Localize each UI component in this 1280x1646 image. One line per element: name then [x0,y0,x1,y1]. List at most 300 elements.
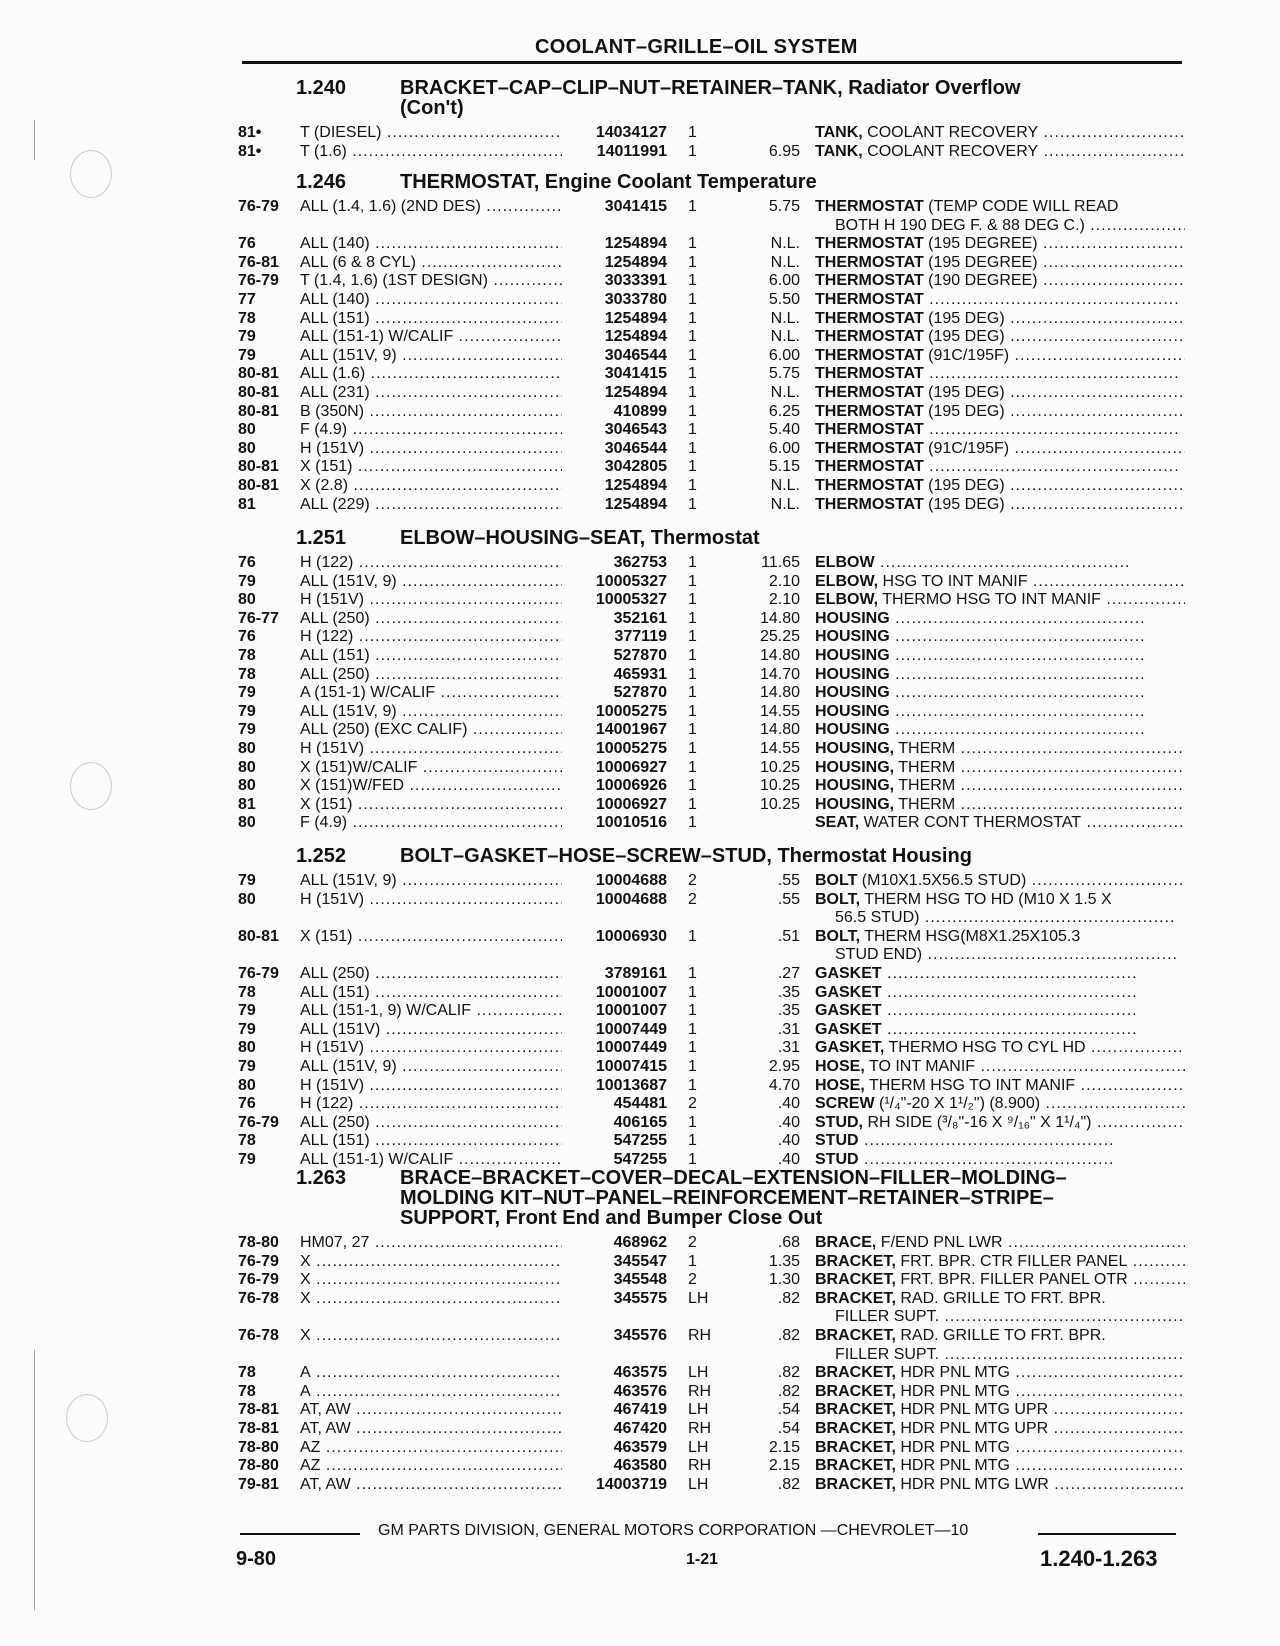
row-description-keyword: THERMOSTAT [815,346,924,364]
catalog-row [0,271,1280,290]
row-quantity: 1 [688,346,697,364]
row-price: .54 [777,1420,800,1437]
row-price: N.L. [770,309,800,327]
row-price: 4.70 [768,1076,800,1094]
catalog-row [0,572,1280,591]
row-part-number: 467419 [613,1401,667,1419]
row-model: ALL (250) (EXC CALIF) ..... [300,720,562,739]
catalog-row [0,123,1280,142]
row-part-number: 10001007 [595,983,667,1001]
row-quantity: 1 [688,291,697,308]
row-part-number: 377119 [614,628,667,646]
catalog-row [0,1057,1280,1076]
row-model: X ..... [300,1252,562,1271]
row-quantity: 1 [688,365,697,383]
row-description-keyword: GASKET [815,965,882,982]
row-description-keyword: GASKET [815,1002,882,1020]
row-description: THERMOSTAT (195 DEG) ..... [815,495,1185,514]
row-model: ALL (250) ..... [300,609,562,628]
row-description: SCREW (¹/₄"-20 X 1¹/₂") (8.900) ..... [815,1094,1185,1113]
row-description [815,1001,1185,1020]
row-description: BOLT (M10X1.5X56.5 STUD) ..... [815,871,1185,890]
row-quantity: LH [688,1475,709,1493]
row-price: 2.15 [768,1438,800,1456]
row-model: ALL (151) ..... [300,1131,562,1150]
row-description: HOUSING, THERM ..... [815,739,1185,758]
row-quantity: 1 [688,328,697,346]
row-model: ALL (151-1) W/CALIF ..... [300,1150,562,1169]
row-model: AZ ..... [300,1438,562,1457]
row-description-keyword: BRACKET, [815,1438,896,1456]
row-part-number: 547255 [613,1132,667,1150]
footer-rule-right [1038,1533,1176,1535]
row-year: 76-78 [238,1289,279,1307]
row-year: 79-81 [238,1475,279,1493]
row-year: 80 [238,1076,256,1094]
catalog-row [0,553,1280,572]
row-quantity: 1 [688,495,697,513]
catalog-row [0,1131,1280,1150]
row-model: T (DIESEL) ..... [300,123,562,142]
row-part-number: 3041415 [604,198,667,215]
row-model: ALL (151-1) W/CALIF ..... [300,327,562,346]
row-description-keyword: BRACKET, [815,1475,896,1493]
row-description-keyword: BOLT, [815,927,861,945]
row-price: .27 [777,965,800,982]
row-part-number: 10006927 [595,758,667,776]
row-description [815,646,1185,665]
row-year: 80 [238,591,256,609]
top-rule [242,61,1182,64]
row-description-keyword: GASKET, [815,1039,885,1057]
row-part-number: 1254894 [604,477,667,494]
row-model: X (2.8) ..... [300,476,562,495]
row-quantity: 1 [688,458,697,476]
row-description-keyword: GASKET [815,983,882,1001]
row-model: X (151) ..... [300,927,562,946]
row-description [815,983,1185,1002]
row-quantity: 1 [688,1002,697,1020]
row-year: 76-79 [238,272,279,290]
row-year: 76 [238,1095,256,1113]
catalog-row [0,890,1280,909]
row-price: .55 [777,890,800,908]
row-price: 5.50 [768,291,800,308]
row-model: ALL (250) ..... [300,964,562,983]
row-description-continuation: STUD END) ..... [835,945,1185,964]
row-model: H (151V) ..... [300,439,562,458]
row-year: 76 [238,628,256,646]
row-description: TANK, COOLANT RECOVERY ..... [815,142,1185,161]
row-quantity: 1 [688,309,697,327]
row-description-keyword: HOUSING, [815,758,895,776]
row-description [815,720,1185,739]
row-quantity: 1 [688,965,697,982]
row-part-number: 10006930 [595,927,667,945]
row-year: 79 [238,1058,256,1075]
margin-line [34,120,35,160]
row-year: 80-81 [238,402,279,420]
row-price: 6.95 [768,142,800,160]
row-description: BOLT, THERM HSG(M8X1.25X105.3 [815,927,1081,945]
row-year: 79 [238,872,256,889]
row-description-keyword: STUD [815,1151,859,1168]
row-price: 1.30 [768,1271,800,1289]
footer-page-number: 1-21 [686,1551,719,1568]
row-description [815,364,1185,383]
row-quantity: 1 [688,1113,697,1131]
row-description: THERMOSTAT (195 DEGREE) ..... [815,234,1185,253]
catalog-row [0,346,1280,365]
row-part-number: 468962 [613,1234,667,1251]
catalog-row [0,1363,1280,1382]
row-year: 76-81 [238,253,279,271]
row-description-keyword: BRACKET, [815,1457,896,1475]
row-price: 14.80 [759,609,800,627]
catalog-row [0,1438,1280,1457]
catalog-row [0,609,1280,628]
catalog-row [0,327,1280,346]
row-description-keyword: TANK, [815,142,863,160]
row-quantity: 1 [688,1020,697,1038]
row-description-keyword: THERMOSTAT [815,309,924,327]
row-description: THERMOSTAT (91C/195F) ..... [815,346,1185,365]
row-description-keyword: HOUSING [815,702,890,720]
row-price: N.L. [770,328,800,346]
row-quantity: LH [688,1364,709,1382]
row-model: ALL (151V) ..... [300,1020,562,1039]
row-description: THERMOSTAT (91C/195F) ..... [815,439,1185,458]
row-part-number: 352161 [613,609,667,627]
row-price: 2.95 [768,1058,800,1075]
catalog-row [0,813,1280,832]
row-quantity: 2 [688,890,697,908]
row-year: 76-79 [238,198,279,215]
row-price: .82 [777,1327,800,1344]
row-description: HOUSING, THERM ..... [815,758,1185,777]
row-description-keyword: BOLT, [815,890,861,908]
row-model: H (151V) ..... [300,739,562,758]
row-year: 81• [238,124,262,141]
row-model: A ..... [300,1382,562,1401]
row-model: H (151V) ..... [300,890,562,909]
row-part-number: 3046543 [604,421,667,439]
row-model: ALL (250) ..... [300,665,562,684]
row-description: BRACKET, HDR PNL MTG ..... [815,1363,1185,1382]
section-title: THERMOSTAT, Engine Coolant Temperature [400,171,817,193]
catalog-row [0,927,1280,946]
row-quantity: 1 [688,272,697,290]
row-description-keyword: HOUSING, [815,740,895,757]
row-model: AZ ..... [300,1456,562,1475]
catalog-row [0,457,1280,476]
row-description [815,702,1185,721]
row-description-keyword: BRACKET, [815,1327,896,1344]
row-description: STUD, RH SIDE (³/₈"-16 X ⁹/₁₆" X 1¹/₄") ..... [815,1113,1185,1132]
row-quantity: 1 [688,777,697,795]
row-quantity: 1 [688,235,697,253]
section-number: 1.251 [296,527,347,549]
row-quantity: RH [688,1382,712,1400]
row-description: ELBOW, HSG TO INT MANIF ..... [815,572,1185,591]
row-description [815,1131,1185,1150]
row-description: HOSE, THERM HSG TO INT MANIF ..... [815,1076,1185,1095]
row-part-number: 10004688 [595,872,667,889]
catalog-row [0,665,1280,684]
row-description [815,290,1185,309]
row-year: 76 [238,554,256,571]
row-year: 79 [238,346,256,364]
catalog-row [0,758,1280,777]
row-quantity: 1 [688,721,697,739]
row-quantity: 1 [688,142,697,160]
catalog-row [0,1289,1280,1308]
row-part-number: 10010516 [595,814,667,832]
catalog-row [0,1076,1280,1095]
row-part-number: 10006926 [595,777,667,795]
row-part-number: 410899 [613,402,667,420]
row-year: 79 [238,702,256,720]
row-part-number: 10005275 [595,740,667,757]
row-model: ALL (151) ..... [300,646,562,665]
row-description-keyword: BRACKET, [815,1289,896,1307]
row-description-keyword: BRACKET, [815,1382,896,1400]
row-model: H (122) ..... [300,553,562,572]
row-year: 78 [238,983,256,1001]
row-quantity: 1 [688,253,697,271]
row-quantity: 1 [688,647,697,664]
catalog-row [0,702,1280,721]
row-description-keyword: THERMOSTAT [815,421,924,439]
row-year: 78-81 [238,1401,279,1419]
row-part-number: 1254894 [604,235,667,253]
row-model: ALL (151V, 9) ..... [300,346,562,365]
catalog-row [0,1233,1280,1252]
row-description: HOUSING, THERM ..... [815,776,1185,795]
row-description [815,457,1185,476]
catalog-row [0,476,1280,495]
catalog-row [0,646,1280,665]
row-description: BRACKET, HDR PNL MTG ..... [815,1382,1185,1401]
row-price: .35 [777,983,800,1001]
row-part-number: 14003719 [595,1475,667,1493]
row-description-keyword: BRACKET, [815,1401,896,1419]
row-description-keyword: SEAT, [815,814,860,832]
row-price: .82 [777,1475,800,1493]
catalog-row [0,1400,1280,1419]
row-price: 11.65 [761,554,800,571]
row-description-keyword: THERMOSTAT [815,291,924,308]
row-year: 80 [238,777,256,795]
row-year: 78 [238,1132,256,1150]
row-quantity: RH [688,1457,712,1475]
catalog-row [0,142,1280,161]
row-description-keyword: BRACE, [815,1234,877,1251]
row-year: 78-81 [238,1420,279,1437]
row-year: 80-81 [238,365,279,383]
row-year: 76-79 [238,1113,279,1131]
row-description-keyword: THERMOSTAT [815,495,924,513]
row-price: N.L. [770,384,800,401]
row-model: H (122) ..... [300,1094,562,1113]
row-description-keyword: THERMOSTAT [815,253,924,271]
row-year: 78 [238,1364,256,1382]
row-part-number: 406165 [613,1113,667,1131]
row-price: 2.10 [768,572,800,590]
row-year: 76-79 [238,965,279,982]
row-description: BRACKET, RAD. GRILLE TO FRT. BPR. [815,1289,1106,1307]
row-year: 80-81 [238,458,279,476]
row-part-number: 362753 [613,554,667,571]
row-description: BRACKET, FRT. BPR. CTR FILLER PANEL ..... [815,1252,1185,1271]
row-part-number: 547255 [613,1151,667,1168]
catalog-row-continuation [0,1345,1280,1364]
catalog-row [0,1094,1280,1113]
row-part-number: 3046544 [604,439,667,457]
catalog-row [0,1113,1280,1132]
catalog-row [0,720,1280,739]
row-description-keyword: THERMOSTAT [815,198,924,215]
row-quantity: 1 [688,814,697,832]
row-model: ALL (151V, 9) ..... [300,702,562,721]
row-model: AT, AW ..... [300,1400,562,1419]
row-model: X (151)W/FED ..... [300,776,562,795]
row-price: .40 [777,1132,800,1150]
row-description: THERMOSTAT (195 DEG) ..... [815,402,1185,421]
row-part-number: 14011991 [596,142,667,160]
row-description [815,665,1185,684]
catalog-row [0,983,1280,1002]
catalog-row [0,871,1280,890]
row-year: 80-81 [238,477,279,494]
row-description-keyword: HOUSING [815,721,890,739]
row-year: 80 [238,758,256,776]
row-model: X (151) ..... [300,457,562,476]
row-description-keyword: STUD, [815,1113,863,1131]
row-description: THERMOSTAT (195 DEG) ..... [815,309,1185,328]
row-price: 6.00 [768,272,800,290]
row-description-keyword: HOUSING, [815,795,895,813]
row-model: A ..... [300,1363,562,1382]
row-description-keyword: HOSE, [815,1076,865,1094]
row-price: 1.35 [768,1252,800,1270]
catalog-row [0,776,1280,795]
row-price: N.L. [770,235,800,253]
row-model: F (4.9) ..... [300,813,562,832]
row-model: X ..... [300,1270,562,1289]
row-part-number: 10013687 [595,1076,667,1094]
row-description-keyword: HOUSING [815,665,890,683]
row-quantity: 2 [688,1271,697,1289]
row-description-continuation: BOTH H 190 DEG F. & 88 DEG C.) ..... [835,216,1185,235]
catalog-row [0,1419,1280,1438]
row-quantity: 1 [688,665,697,683]
row-description-keyword: BRACKET, [815,1364,896,1382]
binder-hole-top [70,150,112,198]
row-quantity: 1 [688,1151,697,1168]
section-title: BRACE–BRACKET–COVER–DECAL–EXTENSION–FILLER–MOLDING– MOLDING KIT–NUT–PANEL–REINFORCEMENT–RETAINER–STRIPE– SUPPORT, Front End and Bumper Close Out [400,1167,1067,1229]
row-price: 6.00 [768,346,800,364]
row-model: H (151V) ..... [300,1076,562,1095]
row-price: .82 [777,1364,800,1382]
catalog-row [0,739,1280,758]
row-model: AT, AW ..... [300,1419,562,1438]
row-price: 2.15 [768,1457,800,1475]
catalog-row [0,234,1280,253]
row-price: 5.15 [768,458,800,476]
row-model: X (151) ..... [300,795,562,814]
binder-hole-middle [70,762,112,810]
row-quantity: 2 [688,1234,697,1251]
row-price: .55 [777,872,800,889]
row-year: 80 [238,740,256,757]
row-part-number: 10007449 [595,1039,667,1057]
row-price: .82 [777,1289,800,1307]
section-number: 1.246 [296,171,347,193]
row-year: 81 [238,495,256,513]
catalog-row-continuation [0,908,1280,927]
row-year: 78-80 [238,1438,279,1456]
row-description: HOSE, TO INT MANIF ..... [815,1057,1185,1076]
row-description-keyword: THERMOSTAT [815,402,924,420]
row-description-keyword: THERMOSTAT [815,365,924,383]
row-price: N.L. [770,495,800,513]
row-description-keyword: THERMOSTAT [815,272,924,290]
row-price: .40 [777,1151,800,1168]
row-part-number: 1254894 [604,495,667,513]
row-description-keyword: THERMOSTAT [815,477,924,494]
row-description-keyword: HOUSING [815,609,890,627]
row-year: 78 [238,309,256,327]
row-part-number: 10005327 [595,591,667,609]
catalog-row [0,590,1280,609]
catalog-row [0,197,1280,216]
row-description [815,420,1185,439]
row-price: 14.80 [759,721,800,739]
row-description: BRACKET, HDR PNL MTG UPR ..... [815,1400,1185,1419]
row-price: 6.00 [768,439,800,457]
row-year: 76-78 [238,1327,279,1344]
row-description [815,553,1185,572]
row-quantity: 1 [688,1058,697,1075]
row-price: .40 [777,1095,800,1113]
row-price: .31 [777,1039,800,1057]
row-year: 81 [238,795,256,813]
row-quantity: 1 [688,384,697,401]
row-year: 76-77 [238,609,279,627]
row-quantity: 1 [688,1076,697,1094]
row-description-keyword: ELBOW, [815,591,879,609]
margin-line [34,1350,35,1610]
row-year: 79 [238,572,256,590]
row-part-number: 345575 [613,1289,667,1307]
catalog-row [0,964,1280,983]
row-quantity: LH [688,1289,709,1307]
row-quantity: 1 [688,1039,697,1057]
row-model: ALL (140) ..... [300,234,562,253]
catalog-row [0,1001,1280,1020]
row-description: BOLT, THERM HSG TO HD (M10 X 1.5 X [815,890,1112,908]
footer-publisher: GM PARTS DIVISION, GENERAL MOTORS CORPORATION —CHEVROLET—10 [378,1522,969,1539]
row-year: 78 [238,647,256,664]
row-price: N.L. [770,477,800,494]
row-part-number: 467420 [613,1420,667,1437]
row-model: ALL (151V, 9) ..... [300,871,562,890]
catalog-row [0,683,1280,702]
row-part-number: 10007415 [595,1058,667,1075]
row-model: ALL (151V, 9) ..... [300,572,562,591]
row-price: 5.75 [768,198,800,215]
